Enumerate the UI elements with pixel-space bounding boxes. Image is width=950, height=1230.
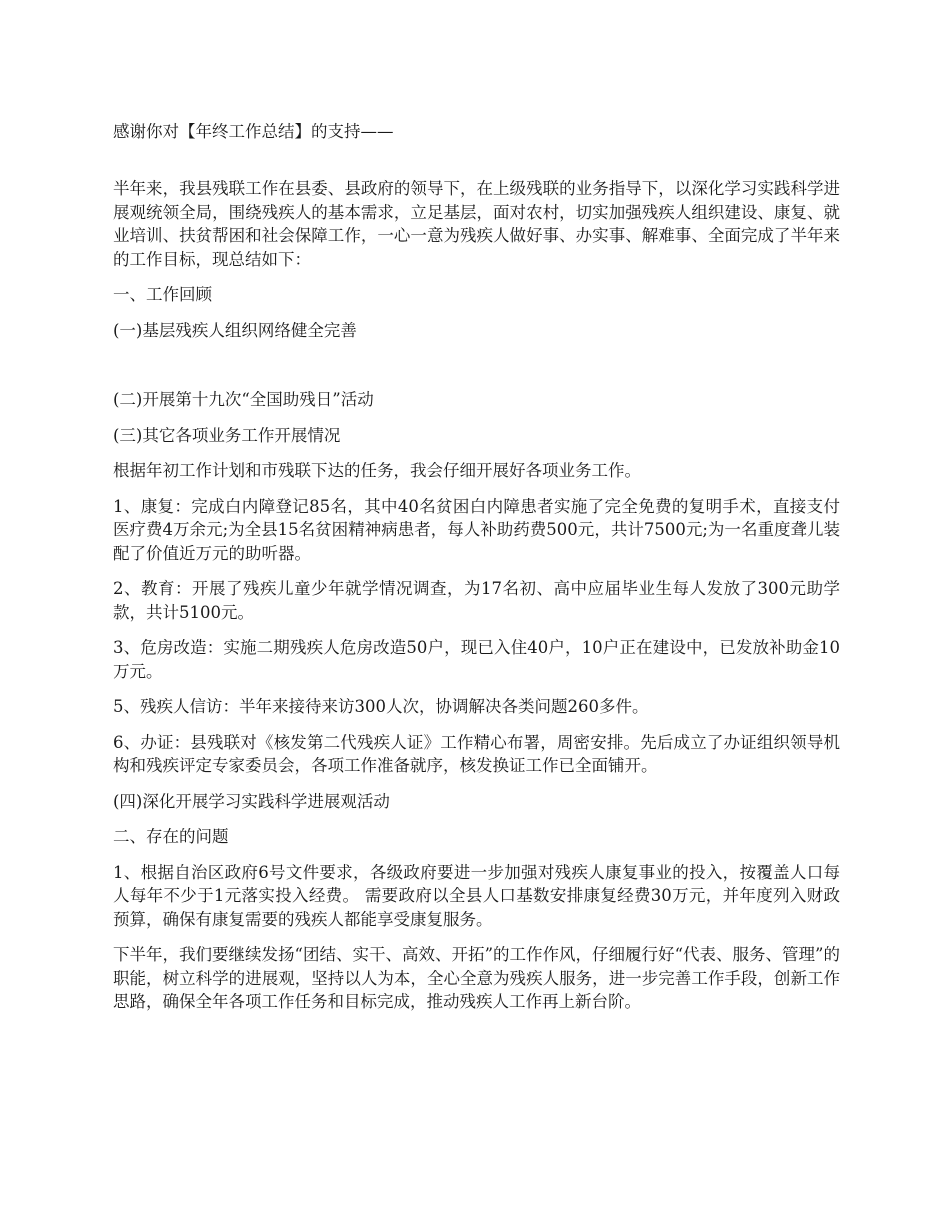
paragraph-certificates: 6、办证：县残联对《核发第二代残疾人证》工作精心布署，周密安排。先后成立了办证组织领导机构和残疾评定专家委员会，各项工作准备就序，核发换证工作已全面铺开。: [113, 732, 840, 775]
paragraph-rehabilitation: 1、康复：完成白内障登记85名，其中40名贫困白内障患者实施了完全免费的复明手术，直接支付医疗费4万余元;为全县15名贫困精神病患者，每人补助药费500元，共计7500元;为一名重度聋儿装配了价值近万元的助听器。: [113, 496, 840, 563]
paragraph-funding: 1、根据自治区政府6号文件要求，各级政府要进一步加强对残疾人康复事业的投入，按覆盖人口每人每年不少于1元落实投入经费。 需要政府以全县人口基数安排康复经费30万元，并年度列入财政预算，确保有康复需要的残疾人都能享受康复服务。: [113, 862, 840, 929]
section-heading-problems: 二、存在的问题: [113, 827, 229, 846]
paragraph-plan: 根据年初工作计划和市残联下达的任务，我会仔细开展好各项业务工作。: [113, 461, 641, 480]
opening-paragraph: 半年来，我县残联工作在县委、县政府的领导下，在上级残联的业务指导下，以深化学习实践科学进展观统领全局，围绕残疾人的基本需求，立足基层，面对农村，切实加强残疾人组织建设、康复、就业培训、扶贫帮困和社会保障工作，一心一意为残疾人做好事、办实事、解难事、全面完成了半年来的工作目标，现总结如下：: [113, 179, 840, 269]
paragraph-outlook: 下半年，我们要继续发扬“团结、实干、高效、开拓”的工作作风，仔细履行好“代表、服务、管理”的职能，树立科学的进展观，坚持以人为本，全心全意为残疾人服务，进一步完善工作手段，创新工作思路，确保全年各项工作任务和目标完成，推动残疾人工作再上新台阶。: [113, 945, 840, 1011]
section-heading-review: 一、工作回顾: [113, 285, 212, 304]
document-page: [113, 120, 840, 1026]
subheading-disability-day: (二)开展第十九次“全国助残日”活动: [113, 390, 374, 409]
subheading-other-work: (三)其它各项业务工作开展情况: [113, 425, 341, 445]
paragraph-housing: 3、危房改造：实施二期残疾人危房改造50户，现已入住40户，10户正在建设中，已发放补助金10万元。: [113, 638, 840, 681]
paragraph-education: 2、教育：开展了残疾儿童少年就学情况调查，为17名初、高中应届毕业生每人发放了300元助学款，共计5100元。: [113, 579, 840, 622]
intro-line: 感谢你对【年终工作总结】的支持——: [113, 122, 394, 141]
subheading-organization: (一)基层残疾人组织网络健全完善: [113, 320, 357, 340]
paragraph-petitions: 5、残疾人信访：半年来接待来访300人次，协调解决各类问题260多件。: [113, 697, 649, 716]
blank-space: [113, 354, 840, 388]
subheading-study-activity: (四)深化开展学习实践科学进展观活动: [113, 791, 390, 811]
